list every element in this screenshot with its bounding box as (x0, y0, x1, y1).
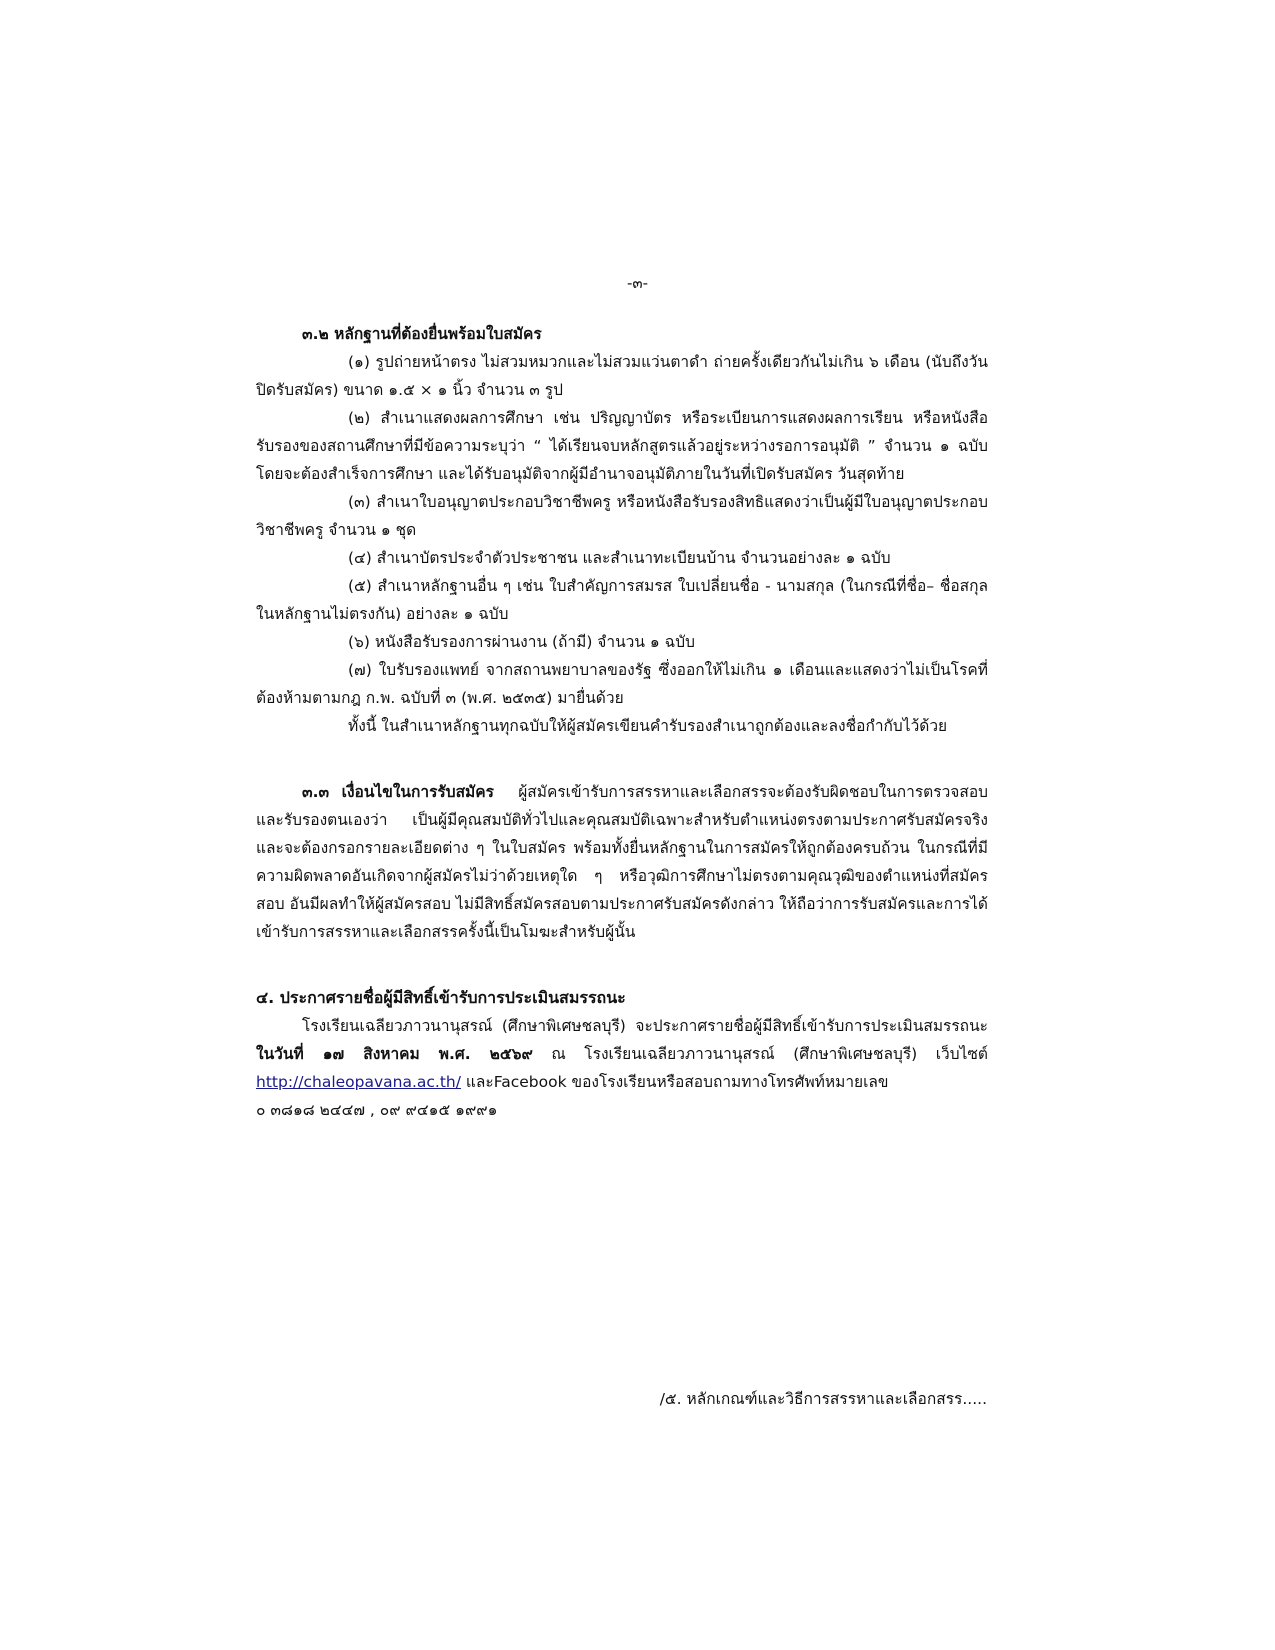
evidence-item-6: (๖) หนังสือรับรองการผ่านงาน (ถ้ามี) จำนวน ๑ ฉบับ (348, 633, 695, 651)
continuation-note: /๕. หลักเกณฑ์และวิธีการสรรหาและเลือกสรร..... (659, 1390, 987, 1408)
evidence-item-7: (๗) ใบรับรองแพทย์ จากสถานพยาบาลของรัฐ ซึ่งออกให้ไม่เกิน ๑ เดือนและแสดงว่าไม่เป็นโรคที่ต้องห้ามตามกฎ ก.พ. ฉบับที่ ๓ (พ.ศ. ๒๕๓๕) มายื่นด้วย (256, 661, 988, 707)
section-4-body-mid: ณ โรงเรียนเฉลียวภาวนานุสรณ์ (ศึกษาพิเศษชลบุรี) เว็บไซต์ (551, 1045, 988, 1063)
section-3-3-paragraph (256, 778, 988, 946)
page-number: -๓- (626, 274, 649, 292)
document-body (256, 320, 988, 1124)
section-spacer (256, 740, 988, 778)
section-3-3-body: ผู้สมัครเข้ารับการสรรหาและเลือกสรรจะต้องรับผิดชอบในการตรวจสอบและรับรองตนเองว่า เป็นผู้มีคุณสมบัติทั่วไปและคุณสมบัติเฉพาะสำหรับตำแหน่งตรงตามประกาศรับสมัครจริงและจะต้องกรอกรายละเอียดต่าง ๆ ในใบสมัคร พร้อมทั้งยื่นหลักฐานในการสมัครให้ถูกต้องครบถ้วน ในกรณีที่มีความผิดพลาดอันเกิดจากผู้สมัครไม่ว่าด้วยเหตุใด ๆ หรือวุฒิการศึกษาไม่ตรงตามคุณวุฒิของตำแหน่งที่สมัครสอบ อันมีผลทำให้ผู้สมัครสอบ ไม่มีสิทธิ์สมัครสอบตามประกาศรับสมัครดังกล่าว ให้ถือว่าการรับสมัครและการได้เข้ารับการสรรหาและเลือกสรรครั้งนี้เป็นโมฆะสำหรับผู้นั้น (256, 783, 988, 941)
evidence-note: ทั้งนี้ ในสำเนาหลักฐานทุกฉบับให้ผู้สมัครเขียนคำรับรองสำเนาถูกต้องและลงชื่อกำกับไว้ด้วย (348, 717, 948, 735)
section-4-heading: ๔. ประกาศรายชื่อผู้มีสิทธิ์เข้ารับการประเมินสมรรถนะ (256, 988, 626, 1007)
evidence-item-5: (๕) สำเนาหลักฐานอื่น ๆ เช่น ใบสำคัญการสมรส ใบเปลี่ยนชื่อ - นามสกุล (ในกรณีที่ชื่อ– ชื่อสกุล ในหลักฐานไม่ตรงกัน) อย่างละ ๑ ฉบับ (256, 577, 988, 623)
section-3-2-heading: ๓.๒ หลักฐานที่ต้องยื่นพร้อมใบสมัคร (302, 325, 542, 343)
announcement-date: ในวันที่ ๑๗ สิงหาคม พ.ศ. ๒๕๖๙ (256, 1045, 533, 1063)
evidence-item-2: (๒) สำเนาแสดงผลการศึกษา เช่น ปริญญาบัตร หรือระเบียนการแสดงผลการเรียน หรือหนังสือรับรองของสถานศึกษาที่มีข้อความระบุว่า “ ได้เรียนจบหลักสูตรแล้วอยู่ระหว่างรอการอนุมัติ ” จำนวน ๑ ฉบับ โดยจะต้องสำเร็จการศึกษา และได้รับอนุมัติจากผู้มีอำนาจอนุมัติภายในวันที่เปิดรับสมัคร วันสุดท้าย (256, 409, 988, 483)
school-website-link[interactable]: http://chaleopavana.ac.th/ (256, 1073, 461, 1091)
section-4-body-end: และFacebook ของโรงเรียนหรือสอบถามทางโทรศัพท์หมายเลข (465, 1073, 889, 1091)
evidence-item-4: (๔) สำเนาบัตรประจำตัวประชาชน และสำเนาทะเบียนบ้าน จำนวนอย่างละ ๑ ฉบับ (348, 549, 891, 567)
evidence-item-3: (๓) สำเนาใบอนุญาตประกอบวิชาชีพครู หรือหนังสือรับรองสิทธิแสดงว่าเป็นผู้มีใบอนุญาตประกอบวิชาชีพครู จำนวน ๑ ชุด (256, 493, 988, 539)
section-spacer (256, 946, 988, 984)
section-4-body-start: โรงเรียนเฉลียวภาวนานุสรณ์ (ศึกษาพิเศษชลบุรี) จะประกาศรายชื่อผู้มีสิทธิ์เข้ารับการประเมินสมรรถนะ (302, 1017, 988, 1035)
section-3-3-heading: ๓.๓ เงื่อนไขในการรับสมัคร (302, 783, 494, 801)
evidence-item-1: (๑) รูปถ่ายหน้าตรง ไม่สวมหมวกและไม่สวมแว่นตาดำ ถ่ายครั้งเดียวกันไม่เกิน ๖ เดือน (นับถึงวันปิดรับสมัคร) ขนาด ๑.๕ × ๑ นิ้ว จำนวน ๓ รูป (256, 353, 988, 399)
contact-phone-numbers: ๐ ๓๘๑๘ ๒๔๔๗ , ๐๙ ๙๔๑๕ ๑๙๙๑ (256, 1101, 498, 1119)
section-4-paragraph (256, 1012, 988, 1096)
